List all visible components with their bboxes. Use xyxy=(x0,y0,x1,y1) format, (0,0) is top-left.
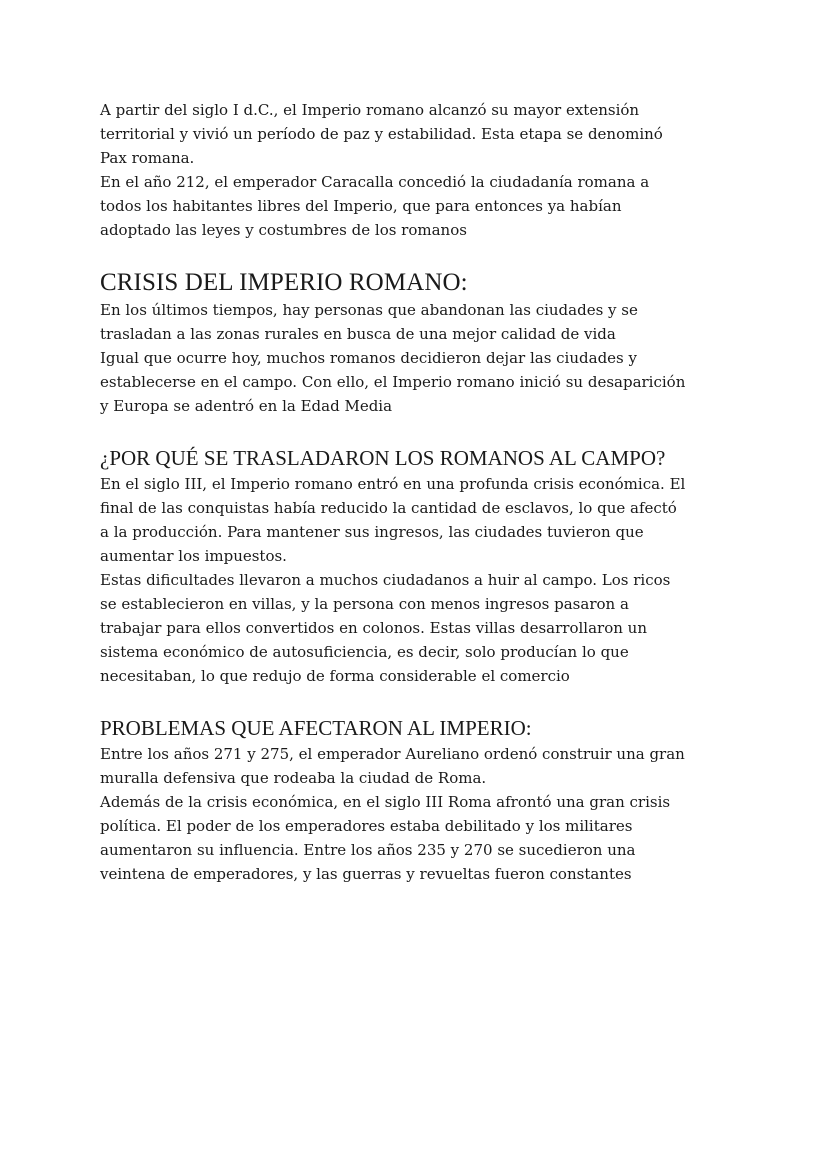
text-line: Pax romana. xyxy=(100,149,195,167)
text-line: necesitaban, lo que redujo de forma considerable el comercio xyxy=(100,667,570,685)
text-line: veintena de emperadores, y las guerras y revueltas fueron constantes xyxy=(100,865,632,883)
text-line: Igual que ocurre hoy, muchos romanos decidieron dejar las ciudades y xyxy=(100,349,637,367)
text-line: Además de la crisis económica, en el siglo III Roma afrontó una gran crisis xyxy=(100,793,671,811)
crisis-paragraph xyxy=(100,298,740,418)
text-line: territorial y vivió un período de paz y estabilidad. Esta etapa se denominó xyxy=(100,125,663,143)
document-page xyxy=(100,98,740,886)
text-line: muralla defensiva que rodeaba la ciudad de Roma. xyxy=(100,769,487,787)
text-line: se establecieron en villas, y la persona con menos ingresos pasaron a xyxy=(100,595,629,613)
text-line: A partir del siglo I d.C., el Imperio romano alcanzó su mayor extensión xyxy=(100,101,640,119)
text-line: En el siglo III, el Imperio romano entró en una profunda crisis económica. El xyxy=(100,475,686,493)
text-line: establecerse en el campo. Con ello, el Imperio romano inició su desaparición xyxy=(100,373,686,391)
text-line: En el año 212, el emperador Caracalla concedió la ciudadanía romana a xyxy=(100,173,650,191)
text-line: Entre los años 271 y 275, el emperador Aureliano ordenó construir una gran xyxy=(100,745,685,763)
intro-paragraph xyxy=(100,98,740,242)
text-line: aumentaron su influencia. Entre los años 235 y 270 se sucedieron una xyxy=(100,841,636,859)
heading-campo: ¿POR QUÉ SE TRASLADARON LOS ROMANOS AL CAMPO? xyxy=(100,446,666,470)
text-line: adoptado las leyes y costumbres de los romanos xyxy=(100,221,467,239)
text-line: y Europa se adentró en la Edad Media xyxy=(100,397,393,415)
problemas-paragraph xyxy=(100,742,740,886)
text-line: En los últimos tiempos, hay personas que abandonan las ciudades y se xyxy=(100,301,638,319)
text-line: final de las conquistas había reducido la cantidad de esclavos, lo que afectó xyxy=(100,499,677,517)
text-line: trasladan a las zonas rurales en busca de una mejor calidad de vida xyxy=(100,325,616,343)
text-line: a la producción. Para mantener sus ingresos, las ciudades tuvieron que xyxy=(100,523,644,541)
heading-crisis: CRISIS DEL IMPERIO ROMANO: xyxy=(100,269,468,296)
text-line: aumentar los impuestos. xyxy=(100,547,287,565)
heading-problemas: PROBLEMAS QUE AFECTARON AL IMPERIO: xyxy=(100,716,532,740)
text-line: todos los habitantes libres del Imperio, que para entonces ya habían xyxy=(100,197,622,215)
text-line: Estas dificultades llevaron a muchos ciudadanos a huir al campo. Los ricos xyxy=(100,571,671,589)
text-line: política. El poder de los emperadores estaba debilitado y los militares xyxy=(100,817,633,835)
text-line: sistema económico de autosuficiencia, es decir, solo producían lo que xyxy=(100,643,629,661)
campo-paragraph xyxy=(100,472,740,688)
text-line: trabajar para ellos convertidos en colonos. Estas villas desarrollaron un xyxy=(100,619,647,637)
